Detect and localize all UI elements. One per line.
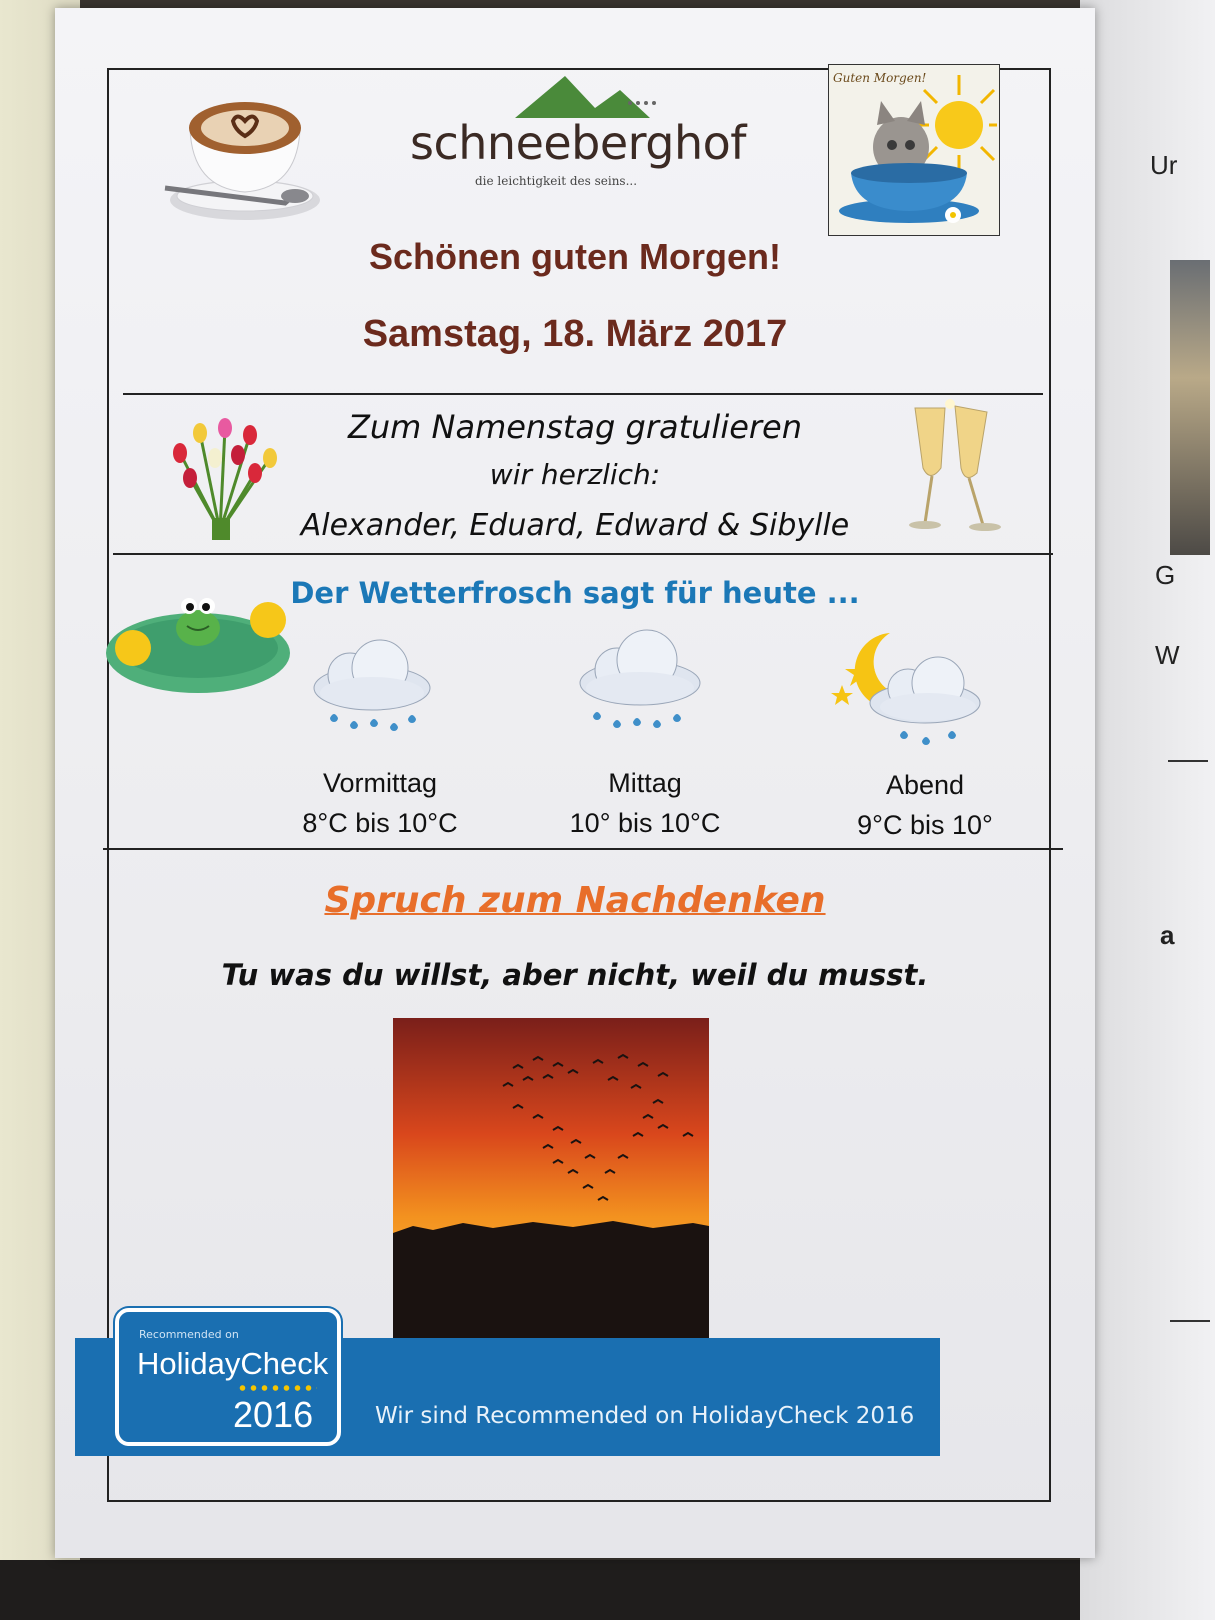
- badge-year: 2016: [233, 1394, 314, 1435]
- next-page-fragment: Ur: [1150, 150, 1178, 180]
- greeting-heading: Schönen guten Morgen!: [369, 236, 781, 277]
- next-page-photo: [1170, 260, 1210, 555]
- holidaycheck-banner-text: Wir sind Recommended on HolidayCheck 2016: [375, 1403, 915, 1429]
- brand-logo-text: schneeberghof: [410, 116, 746, 170]
- nameday-line-2: wir herzlich:: [489, 458, 661, 491]
- weather-period-temp: 10° bis 10°C: [569, 808, 721, 838]
- badge-recommended-label: Recommended on: [139, 1328, 239, 1341]
- newsletter-page: [55, 8, 1095, 1558]
- frog-pond-icon: [103, 578, 293, 698]
- next-page-fragment: W: [1155, 640, 1180, 670]
- weather-period-label: Vormittag: [322, 768, 438, 798]
- next-page-fragment: a: [1160, 920, 1175, 950]
- kitten-card-caption: Guten Morgen!: [833, 71, 927, 85]
- kitten-in-cup-icon: [829, 65, 999, 235]
- divider: [123, 393, 1043, 395]
- weather-title: Der Wetterfrosch sagt für heute ...: [290, 576, 860, 610]
- nameday-line-1: Zum Namenstag gratulieren: [347, 408, 803, 446]
- kitten-card: [828, 64, 1000, 236]
- sunset-birds-photo: [393, 1018, 709, 1350]
- divider: [103, 848, 1063, 850]
- champagne-glasses-icon: [895, 398, 1025, 548]
- date-heading: Samstag, 18. März 2017: [362, 313, 788, 355]
- next-page: [1080, 0, 1215, 1620]
- badge-brand: HolidayCheck: [137, 1346, 329, 1381]
- quote-heading: Spruch zum Nachdenken: [324, 880, 826, 921]
- badge-rating-dots-icon: [237, 1384, 317, 1392]
- holidaycheck-badge: [115, 1308, 341, 1446]
- weather-period-label: Abend: [885, 770, 965, 800]
- next-page-rule: [1170, 1320, 1210, 1322]
- rain-cloud-icon: [310, 633, 435, 738]
- next-page-fragment: G: [1155, 560, 1176, 590]
- rain-cloud-icon: [575, 628, 705, 738]
- quote-text: Tu was du willst, aber nicht, weil du musst.: [221, 958, 929, 992]
- weather-period-label: Mittag: [608, 768, 682, 798]
- next-page-rule: [1168, 760, 1208, 762]
- coffee-cup-icon: [145, 88, 335, 238]
- weather-period-temp: 9°C bis 10°: [857, 810, 993, 840]
- table-edge: [0, 1560, 1215, 1620]
- weather-period-temp: 8°C bis 10°C: [302, 808, 458, 838]
- moon-rain-cloud-icon: [830, 623, 990, 753]
- nameday-names: Alexander, Eduard, Edward & Sibylle: [300, 508, 850, 543]
- brand-tagline: die leichtigkeit des seins...: [475, 174, 638, 188]
- divider: [113, 553, 1053, 555]
